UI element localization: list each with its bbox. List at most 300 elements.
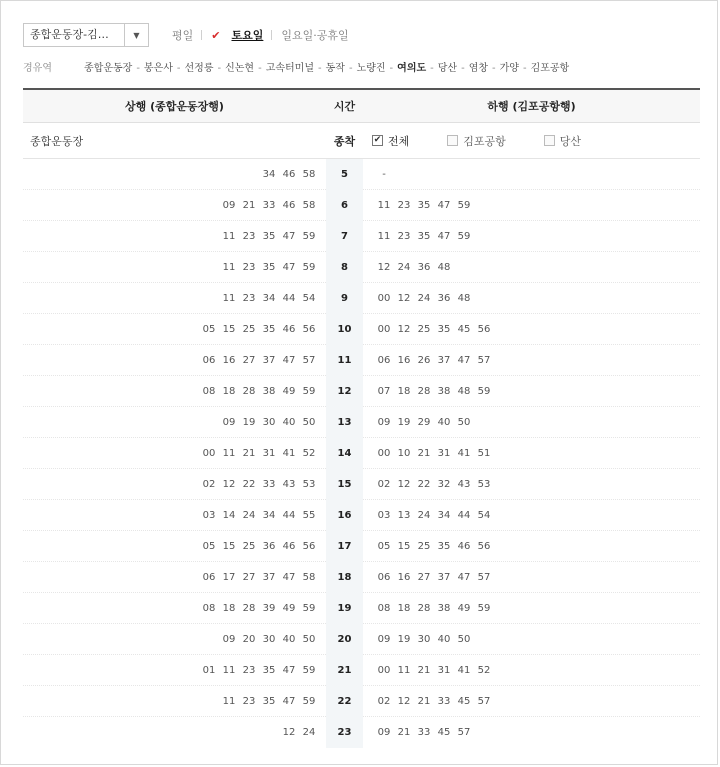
minute-value: 43 (282, 478, 296, 490)
minute-value: 53 (477, 478, 491, 490)
table-row (23, 500, 700, 531)
table-row (23, 345, 700, 376)
minute-value: 40 (282, 633, 296, 645)
route-separator: - (176, 63, 181, 74)
minute-value: 34 (262, 509, 276, 521)
route-separator: - (258, 63, 262, 74)
minute-value: 50 (457, 633, 471, 645)
hour-cell: 10 (326, 314, 363, 345)
minute-value: 57 (477, 571, 491, 583)
minute-value: 19 (397, 416, 411, 428)
minute-value: 09 (377, 633, 391, 645)
minute-value: 53 (302, 478, 316, 490)
minute-value: 06 (202, 354, 216, 366)
minute-value: 31 (437, 664, 451, 676)
minute-value: 59 (302, 230, 316, 242)
down-minutes (363, 200, 700, 211)
minute-value: 58 (302, 199, 316, 211)
table-row (23, 531, 700, 562)
minute-value: 59 (477, 385, 491, 397)
minute-value: 15 (222, 540, 236, 552)
minute-value: 12 (282, 727, 296, 738)
minute-value: 18 (222, 385, 236, 397)
minute-value: 38 (437, 385, 451, 397)
minute-value: 05 (202, 323, 216, 335)
route-stop-list (84, 59, 569, 74)
minute-value: 59 (302, 602, 316, 614)
minute-value: 18 (397, 385, 411, 397)
minute-value: 55 (302, 509, 316, 521)
minute-value: 59 (477, 602, 491, 614)
route-label: 경유역 (23, 63, 52, 74)
minute-value: 27 (417, 571, 431, 583)
minute-value: 56 (302, 540, 316, 552)
down-minutes (363, 169, 700, 180)
minute-value: 08 (202, 385, 216, 397)
minute-value: 28 (242, 602, 256, 614)
minute-value: 29 (417, 416, 431, 428)
minute-value: 28 (417, 602, 431, 614)
route-stop: 고속터미널 (265, 63, 315, 74)
minute-value: 08 (377, 602, 391, 614)
up-minutes (23, 696, 326, 707)
route-separator: - (348, 63, 353, 74)
minute-value: 09 (222, 633, 236, 645)
hour-cell: 6 (326, 190, 363, 221)
tab-saturday-wrap[interactable] (202, 29, 229, 42)
route-stop: 노량진 (356, 63, 386, 74)
minute-value: 19 (242, 416, 256, 428)
table-row (23, 624, 700, 655)
hour-cell: 22 (326, 686, 363, 717)
minute-value: 45 (457, 695, 471, 707)
down-minutes (363, 696, 700, 707)
minute-value: 41 (457, 664, 471, 676)
minute-value: 11 (377, 230, 391, 242)
minute-value: 23 (242, 230, 256, 242)
down-minutes (363, 634, 700, 645)
minute-value: 31 (262, 447, 276, 459)
minute-value: 11 (222, 447, 236, 459)
minute-value: 59 (302, 261, 316, 273)
minute-value: 48 (457, 385, 471, 397)
minute-value: 44 (282, 509, 296, 521)
route-separator: - (492, 63, 496, 74)
minute-value: 40 (437, 416, 451, 428)
route-stop: 종합운동장 (84, 63, 133, 74)
minute-value: 06 (377, 571, 391, 583)
minute-value: 02 (377, 695, 391, 707)
hour-cell: 23 (326, 717, 363, 748)
minute-value: 48 (437, 261, 451, 273)
minute-value: 20 (242, 633, 256, 645)
minute-value: 06 (377, 354, 391, 366)
route-separator: - (522, 63, 527, 74)
minute-value: 38 (437, 602, 451, 614)
table-row (23, 407, 700, 438)
minute-value: 05 (202, 540, 216, 552)
down-minutes (363, 727, 700, 738)
hour-cell: 8 (326, 252, 363, 283)
minute-value: 46 (282, 323, 296, 335)
route-stop: 염창 (468, 63, 489, 74)
minute-value: 35 (262, 323, 276, 335)
hour-cell: 16 (326, 500, 363, 531)
table-row (23, 252, 700, 283)
minute-value: 52 (477, 664, 491, 676)
minute-value: 50 (302, 633, 316, 645)
minute-value: 25 (242, 323, 256, 335)
down-minutes (363, 262, 700, 273)
route-stops-line (23, 59, 569, 74)
table-row (23, 376, 700, 407)
minute-value: 35 (262, 695, 276, 707)
minute-value: 11 (222, 261, 236, 273)
minute-value: 33 (262, 478, 276, 490)
minute-value: 40 (282, 416, 296, 428)
minute-value: 48 (457, 292, 471, 304)
up-minutes (23, 479, 326, 490)
minute-value: 12 (397, 478, 411, 490)
minute-value: 27 (242, 354, 256, 366)
minute-value: 18 (222, 602, 236, 614)
minute-value: 01 (202, 664, 216, 676)
minute-value: 18 (397, 602, 411, 614)
minute-value: 33 (437, 695, 451, 707)
minute-value: 43 (457, 478, 471, 490)
minute-value: 47 (437, 199, 451, 211)
minute-value: 11 (222, 664, 236, 676)
minute-value: 46 (282, 540, 296, 552)
minute-value: 08 (202, 602, 216, 614)
minute-value: 19 (397, 633, 411, 645)
minute-value: 44 (282, 292, 296, 304)
day-tabs (163, 27, 358, 43)
minute-value: 59 (457, 199, 471, 211)
up-minutes (23, 665, 326, 676)
checkbox-icon[interactable] (447, 135, 458, 146)
minute-value: 06 (202, 571, 216, 583)
header-hour: 시간 (333, 100, 356, 113)
minute-value: 02 (377, 478, 391, 490)
down-minutes (363, 510, 700, 521)
up-minutes (23, 324, 326, 335)
up-minutes (23, 541, 326, 552)
up-minutes (23, 603, 326, 614)
table-header (23, 88, 700, 123)
minute-value: 58 (302, 571, 316, 583)
minute-value: 21 (397, 727, 411, 738)
minute-value: 28 (417, 385, 431, 397)
down-minutes (363, 572, 700, 583)
route-stop: 가양 (499, 63, 519, 74)
minute-value: 27 (242, 571, 256, 583)
minute-value: 24 (397, 261, 411, 273)
minute-value: 24 (417, 292, 431, 304)
minute-value: 00 (377, 323, 391, 335)
up-minutes (23, 231, 326, 242)
hour-cell: 5 (326, 159, 363, 190)
route-separator: - (318, 63, 322, 74)
minute-value: 56 (477, 540, 491, 552)
minute-value: 16 (397, 571, 411, 583)
minute-value: 41 (457, 447, 471, 459)
minute-value: 59 (302, 664, 316, 676)
up-minutes (23, 510, 326, 521)
hour-cell: 9 (326, 283, 363, 314)
down-minutes (363, 603, 700, 614)
filter-gimpo-checkbox[interactable] (447, 133, 506, 149)
route-separator: - (217, 63, 222, 74)
minute-value: 47 (282, 571, 296, 583)
hour-cell: 11 (326, 345, 363, 376)
minute-value: 54 (477, 509, 491, 521)
table-row (23, 655, 700, 686)
minute-value: 46 (282, 199, 296, 211)
minute-value: 15 (222, 323, 236, 335)
minute-value: 44 (457, 509, 471, 521)
minute-value: 47 (282, 230, 296, 242)
down-minutes (363, 293, 700, 304)
minute-value: 56 (302, 323, 316, 335)
minute-value: 14 (222, 509, 236, 521)
minute-value: 35 (262, 664, 276, 676)
down-minutes (363, 324, 700, 335)
minute-value: 35 (262, 230, 276, 242)
minute-value: 11 (222, 695, 236, 707)
timetable (23, 88, 700, 748)
route-stop: 선정릉 (184, 63, 214, 74)
minute-value: 36 (437, 292, 451, 304)
up-minutes (23, 634, 326, 645)
up-destination-label: 종합운동장 (30, 134, 84, 148)
table-row (23, 562, 700, 593)
down-minutes (363, 355, 700, 366)
minute-value: 46 (457, 540, 471, 552)
minute-value: 47 (282, 664, 296, 676)
route-separator: - (136, 63, 140, 74)
minute-value: 33 (417, 727, 431, 738)
minute-value: 00 (377, 292, 391, 304)
minute-value: 47 (457, 354, 471, 366)
hour-cell: 14 (326, 438, 363, 469)
tab-sunday-holiday[interactable]: 일요일·공휴일 (281, 29, 349, 42)
down-destination-filters (363, 133, 700, 149)
minute-value: 12 (397, 292, 411, 304)
minute-value: 36 (262, 540, 276, 552)
minute-value: 52 (302, 447, 316, 459)
minute-value: 31 (437, 447, 451, 459)
tab-saturday[interactable]: 토요일 (229, 27, 272, 43)
minute-value: 03 (377, 509, 391, 521)
minute-value: 00 (377, 664, 391, 676)
minute-value: 51 (477, 447, 491, 459)
hour-cell: 13 (326, 407, 363, 438)
up-minutes (23, 262, 326, 273)
minute-value: 16 (222, 354, 236, 366)
hour-cell: 21 (326, 655, 363, 686)
minute-value: 24 (242, 509, 256, 521)
minute-value: 21 (417, 447, 431, 459)
minute-value: 30 (262, 633, 276, 645)
minute-value: 24 (302, 727, 316, 738)
minute-value: 35 (417, 199, 431, 211)
hour-cell: 17 (326, 531, 363, 562)
minute-value: 30 (417, 633, 431, 645)
filter-row (23, 123, 700, 159)
minute-value: 21 (417, 664, 431, 676)
minute-value: 12 (397, 323, 411, 335)
minute-value: 34 (262, 292, 276, 304)
table-row (23, 221, 700, 252)
minute-value: 12 (222, 478, 236, 490)
table-row (23, 686, 700, 717)
minute-value: 21 (242, 447, 256, 459)
route-stop: 김포공항 (530, 63, 570, 74)
up-minutes (23, 727, 326, 738)
minute-value: 25 (417, 323, 431, 335)
minute-value: 35 (417, 230, 431, 242)
route-stop: 동작 (325, 63, 345, 74)
down-minutes (363, 541, 700, 552)
minute-value: 23 (242, 695, 256, 707)
minute-value: 17 (222, 571, 236, 583)
route-stop: 당산 (437, 63, 458, 74)
route-separator: - (430, 63, 434, 74)
minute-value: 35 (437, 540, 451, 552)
route-select[interactable] (23, 23, 149, 47)
table-row (23, 593, 700, 624)
down-minutes (363, 665, 700, 676)
minute-value: 23 (242, 292, 256, 304)
minute-value: 22 (417, 478, 431, 490)
minute-value: 39 (262, 602, 276, 614)
up-minutes (23, 355, 326, 366)
minute-value: 11 (377, 199, 391, 211)
route-separator: - (461, 63, 465, 74)
hour-cell: 18 (326, 562, 363, 593)
table-row (23, 190, 700, 221)
minute-value: 23 (397, 230, 411, 242)
minute-value: 59 (302, 695, 316, 707)
minute-value: 47 (282, 261, 296, 273)
minute-value: 47 (457, 571, 471, 583)
minute-value: 45 (437, 727, 451, 738)
minute-value: 05 (377, 540, 391, 552)
route-select-value: 종합운동장-김… (30, 28, 109, 41)
terminus-label: 종착 (333, 134, 356, 148)
minute-value: 26 (417, 354, 431, 366)
minute-value: 54 (302, 292, 316, 304)
up-minutes (23, 572, 326, 583)
minute-value: - (382, 168, 386, 180)
minute-value: 35 (262, 261, 276, 273)
route-separator: - (389, 63, 394, 74)
minute-value: 21 (417, 695, 431, 707)
minute-value: 11 (397, 664, 411, 676)
down-minutes (363, 386, 700, 397)
minute-value: 58 (302, 168, 316, 180)
minute-value: 34 (437, 509, 451, 521)
minute-value: 37 (437, 571, 451, 583)
down-minutes (363, 479, 700, 490)
minute-value: 49 (282, 602, 296, 614)
filter-all-label: 전체 (388, 134, 410, 148)
checkmark-icon: ✔ (211, 28, 221, 42)
minute-value: 57 (477, 695, 491, 707)
table-row (23, 159, 700, 190)
minute-value: 12 (377, 261, 391, 273)
minute-value: 13 (397, 509, 411, 521)
minute-value: 30 (262, 416, 276, 428)
minute-value: 34 (262, 168, 276, 180)
minute-value: 38 (262, 385, 276, 397)
minute-value: 02 (202, 478, 216, 490)
minute-value: 32 (437, 478, 451, 490)
header-down: 하행 (김포공항행) (487, 100, 576, 113)
minute-value: 50 (457, 416, 471, 428)
table-row (23, 283, 700, 314)
minute-value: 49 (282, 385, 296, 397)
minute-value: 00 (377, 447, 391, 459)
up-minutes (23, 448, 326, 459)
down-minutes (363, 417, 700, 428)
minute-value: 25 (417, 540, 431, 552)
minute-value: 10 (397, 447, 411, 459)
filter-all-checkbox[interactable] (372, 133, 409, 149)
minute-value: 28 (242, 385, 256, 397)
minute-value: 47 (282, 354, 296, 366)
table-row (23, 314, 700, 345)
minute-value: 33 (262, 199, 276, 211)
up-minutes (23, 169, 326, 180)
filter-gimpo-label: 김포공항 (463, 134, 506, 148)
minute-value: 09 (222, 199, 236, 211)
minute-value: 09 (377, 727, 391, 738)
minute-value: 21 (242, 199, 256, 211)
minute-value: 36 (417, 261, 431, 273)
toolbar (23, 23, 358, 47)
minute-value: 37 (437, 354, 451, 366)
minute-value: 37 (262, 571, 276, 583)
up-minutes (23, 293, 326, 304)
checkbox-checked-icon[interactable]: ✔ (373, 135, 382, 145)
filter-dangsan-checkbox[interactable] (544, 133, 581, 149)
minute-value: 49 (457, 602, 471, 614)
up-minutes (23, 200, 326, 211)
route-stop: 봉은사 (143, 63, 173, 74)
minute-value: 45 (457, 323, 471, 335)
minute-value: 35 (437, 323, 451, 335)
hour-cell: 19 (326, 593, 363, 624)
minute-value: 25 (242, 540, 256, 552)
header-up: 상행 (종합운동장행) (125, 100, 224, 113)
minute-value: 09 (222, 416, 236, 428)
down-minutes (363, 231, 700, 242)
tab-weekday[interactable]: 평일 (163, 27, 202, 43)
route-stop: 여의도 (397, 63, 427, 74)
route-stop: 신논현 (225, 63, 255, 74)
checkbox-icon[interactable] (544, 135, 555, 146)
chevron-down-icon[interactable]: ▼ (124, 24, 148, 46)
minute-value: 07 (377, 385, 391, 397)
minute-value: 22 (242, 478, 256, 490)
minute-value: 57 (302, 354, 316, 366)
hour-cell: 15 (326, 469, 363, 500)
table-row (23, 438, 700, 469)
hour-cell: 20 (326, 624, 363, 655)
minute-value: 09 (377, 416, 391, 428)
